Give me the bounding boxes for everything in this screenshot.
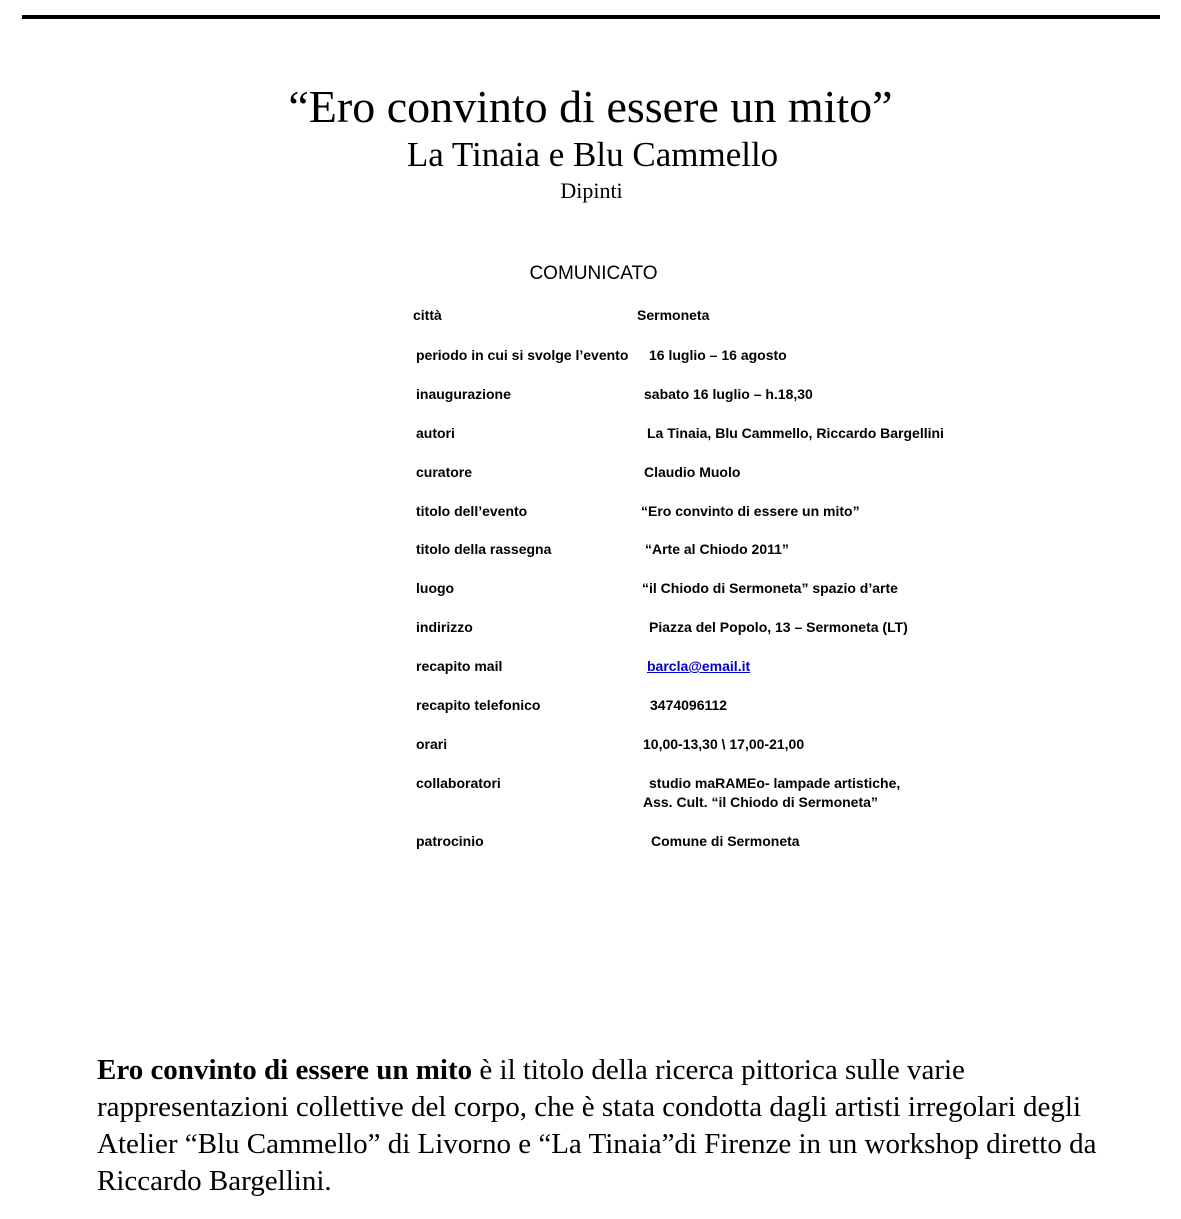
info-label: recapito telefonico: [416, 697, 541, 713]
info-value: 3474096112: [650, 697, 728, 713]
info-label: curatore: [416, 464, 473, 480]
info-value: Claudio Muolo: [644, 464, 741, 480]
info-label: titolo dell’evento: [416, 503, 528, 519]
email-link[interactable]: barcla@email.it: [647, 658, 751, 674]
info-value: “Arte al Chiodo 2011”: [645, 541, 789, 557]
info-label: patrocinio: [416, 833, 484, 849]
info-label: collaboratori: [416, 775, 501, 791]
info-label: titolo della rassegna: [416, 541, 552, 557]
info-label: recapito mail: [416, 658, 503, 674]
body-text: è il titolo della ricerca pittorica sulle varie rappresentazioni collettive del corpo, che è stata condotta dagli artisti irregolari degli Atelier “Blu Cammello” di Livorno e “La Tinaia”di Firenze in un workshop diretto da Riccardo Bargellini.: [97, 1054, 1097, 1197]
info-value: Piazza del Popolo, 13 – Sermoneta (LT): [649, 619, 908, 635]
comunicato-heading: COMUNICATO: [529, 263, 658, 284]
body-paragraph: [97, 1052, 1107, 1200]
info-label: autori: [416, 425, 455, 441]
info-label: luogo: [416, 580, 455, 596]
info-value: 10,00-13,30 \ 17,00-21,00: [643, 736, 805, 752]
info-value: 16 luglio – 16 agosto: [649, 347, 787, 363]
info-label: inaugurazione: [416, 386, 511, 402]
info-value: La Tinaia, Blu Cammello, Riccardo Bargellini: [647, 425, 944, 441]
info-value: “il Chiodo di Sermoneta” spazio d’arte: [642, 580, 898, 596]
document-category: Dipinti: [560, 178, 623, 203]
info-label: periodo in cui si svolge l’evento: [416, 347, 629, 363]
document-title: “Ero convinto di essere un mito”: [288, 81, 893, 132]
info-value: [647, 657, 750, 676]
document-subtitle: La Tinaia e Blu Cammello: [406, 135, 779, 174]
info-value: sabato 16 luglio – h.18,30: [644, 386, 813, 402]
info-label: orari: [416, 736, 448, 752]
info-label: indirizzo: [416, 619, 473, 635]
info-value: “Ero convinto di essere un mito”: [641, 503, 860, 519]
info-label: città: [413, 307, 442, 323]
info-value: Sermoneta: [637, 307, 710, 323]
info-value: Comune di Sermoneta: [651, 833, 800, 849]
info-value-continued: Ass. Cult. “il Chiodo di Sermoneta”: [643, 794, 878, 810]
info-value: studio maRAMEo- lampade artistiche,: [649, 775, 901, 791]
body-lead-bold: Ero convinto di essere un mito: [97, 1054, 473, 1086]
